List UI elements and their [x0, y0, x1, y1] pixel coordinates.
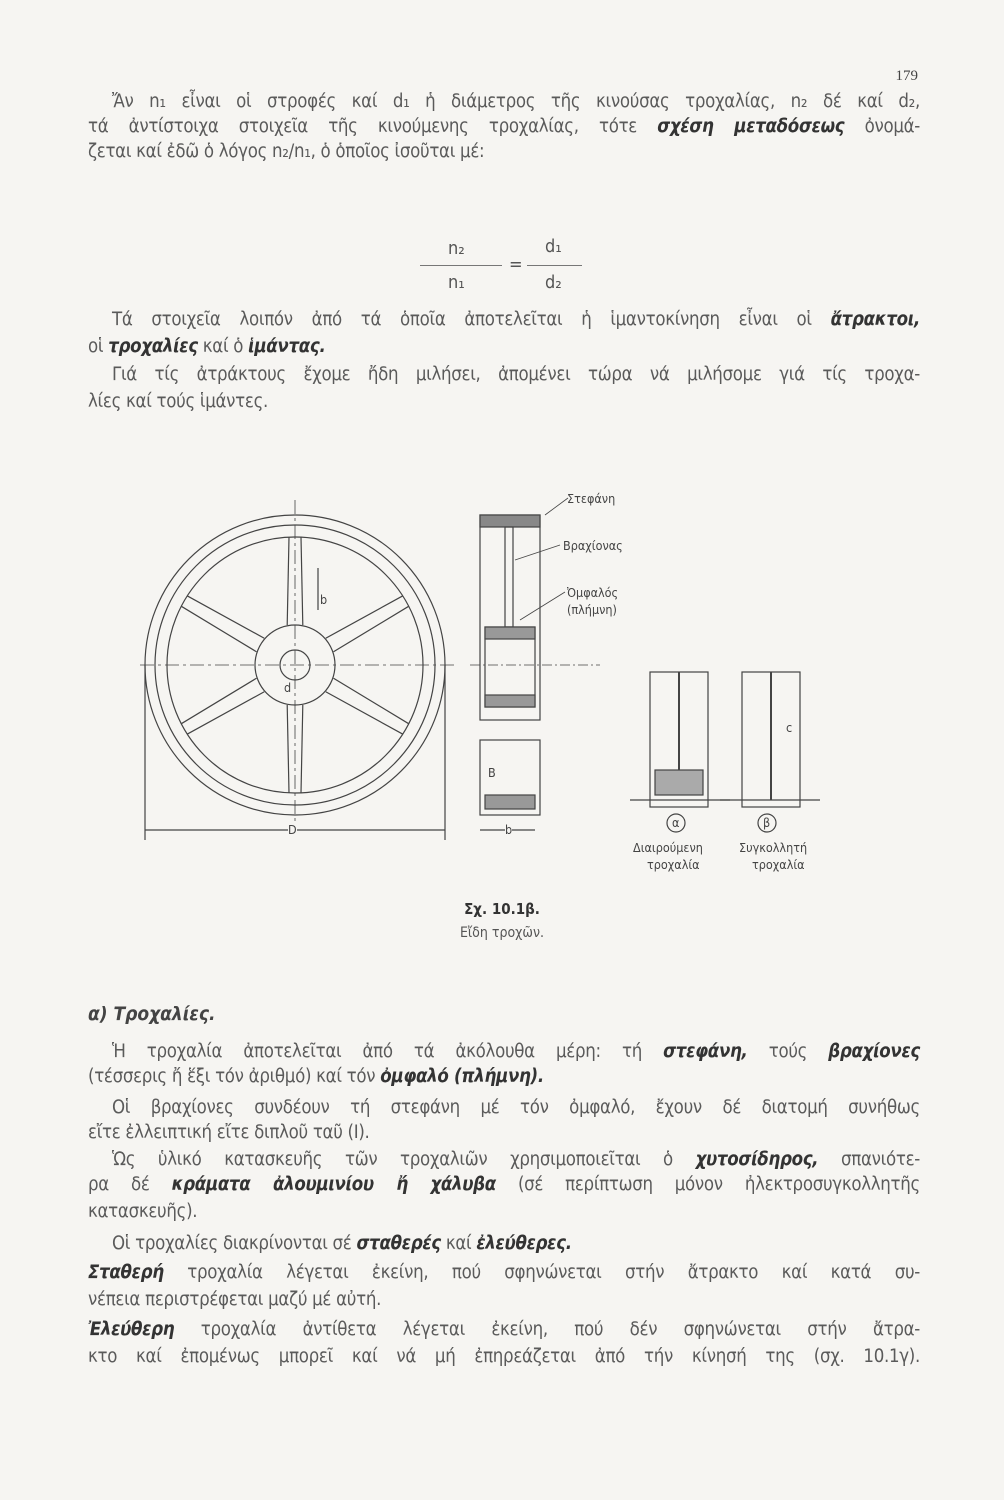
emphasized-term: Σταθερή [88, 1262, 164, 1283]
formula-d2: d₂ [545, 272, 562, 293]
emphasized-term: σταθερές [356, 1233, 441, 1254]
label-hub-alt: (πλήμνη) [567, 602, 617, 617]
text-segment: καί ὁ [197, 336, 249, 357]
text-segment: Ἄν n₁ εἶναι οἱ στροφές καί d₁ ἡ διάμετρος τῆς κινούσας τροχαλίας, n₂ δέ καί d₂, [112, 91, 920, 112]
label-B: B [488, 765, 496, 780]
label-spoke: Βραχίονας [563, 538, 623, 553]
label-c: c [786, 720, 793, 735]
label-rim: Στεφάνη [567, 491, 616, 506]
text-segment: σπανιότε- [818, 1149, 920, 1170]
formula-n2: n₂ [448, 238, 465, 259]
figure-caption: Σχ. 10.1β. [464, 900, 540, 918]
text-line [88, 1318, 920, 1342]
text-segment: ζεται καί ἐδῶ ὁ λόγος n₂/n₁, ὁ ὁποῖος ἰσοῦται μέ: [88, 141, 485, 162]
page-number: 179 [895, 68, 918, 84]
label-b-section: b [505, 822, 513, 837]
emphasized-term: σχέση μεταδόσεως [657, 116, 845, 137]
text-line [88, 1065, 920, 1089]
text-segment: τά ἀντίστοιχα στοιχεῖα τῆς κινούμενης τροχαλίας, τότε [88, 116, 658, 137]
text-segment: Οἱ βραχίονες συνδέουν τή στεφάνη μέ τόν ὀμφαλό, ἔχουν δέ διατομή συνήθως [112, 1097, 920, 1118]
label-split-1: Διαιρούμενη [633, 840, 703, 855]
label-d: d [284, 680, 292, 695]
pulley-front-view [140, 500, 455, 840]
text-segment: κτο καί ἐπομένως μπορεῖ καί νά μή ἐπηρεάζεται ἀπό τήν κίνησή της (σχ. 10.1γ). [88, 1346, 920, 1367]
emphasized-term: ἄτρακτοι, [830, 309, 920, 330]
label-alpha: α [672, 815, 680, 830]
spoke-edge [287, 537, 289, 625]
text-line [88, 1121, 920, 1145]
spoke-edge [301, 537, 303, 625]
text-line [112, 1040, 920, 1064]
label-welded-2: τροχαλία [752, 857, 805, 872]
text-segment: Ὡς ὑλικό κατασκευῆς τῶν τροχαλιῶν χρησιμοποιεῖται ὁ [112, 1149, 696, 1170]
split-pulley-section [630, 672, 730, 807]
label-split-2: τροχαλία [647, 857, 700, 872]
text-segment: κατασκευῆς). [88, 1201, 198, 1222]
spoke-edge [301, 705, 303, 793]
text-segment: Ἡ τροχαλία ἀποτελεῖται ἀπό τά ἀκόλουθα μέρη: τή [112, 1041, 664, 1062]
text-line [112, 1232, 920, 1256]
label-D: D [288, 822, 297, 837]
text-line [112, 1096, 920, 1120]
welded-pulley-section [720, 672, 820, 807]
text-line [88, 1200, 920, 1224]
text-segment: Τά στοιχεῖα λοιπόν ἀπό τά ὁποῖα ἀποτελεῖται ἡ ἱμαντοκίνηση εἶναι οἱ [112, 309, 831, 330]
text-segment: τούς [747, 1041, 829, 1062]
text-segment: Οἱ τροχαλίες διακρίνονται σέ [112, 1233, 357, 1254]
text-segment: ρα δέ [88, 1174, 172, 1195]
emphasized-term: ἐλεύθερες. [476, 1233, 572, 1254]
label-beta: β [763, 815, 771, 830]
text-segment: τροχαλία ἀντίθετα λέγεται ἐκείνη, πού δέν σφηνώνεται στήν ἄτρα- [174, 1319, 920, 1340]
label-hub: Ὀμφαλός [567, 585, 619, 600]
text-segment: ὀνομά- [844, 116, 921, 137]
text-line [88, 1345, 920, 1369]
text-segment: νέπεια περιστρέφεται μαζύ μέ αὐτή. [88, 1289, 382, 1310]
text-line [112, 1148, 920, 1172]
formula-n1: n₁ [448, 272, 465, 293]
emphasized-term: ἱμάντας. [248, 336, 326, 357]
label-welded-1: Συγκολλητή [739, 840, 808, 855]
emphasized-term: στεφάνη, [663, 1041, 748, 1062]
figure-subcaption: Εἴδη τροχῶν. [459, 925, 545, 941]
text-segment: λίες καί τούς ἱμάντες. [88, 391, 269, 412]
text-segment: (σέ περίπτωση μόνον ἠλεκτροσυγκολλητῆς [495, 1174, 920, 1195]
emphasized-term: τροχαλίες [108, 336, 198, 357]
formula-equals: = [509, 254, 523, 275]
text-segment: τροχαλία λέγεται ἐκείνη, πού σφηνώνεται στήν ἄτρακτο καί κατά συ- [163, 1262, 920, 1283]
text-line [88, 1261, 920, 1285]
emphasized-term: χυτοσίδηρος, [695, 1149, 819, 1170]
section-heading: α) Τροχαλίες. [88, 1003, 216, 1025]
text-segment: καί [440, 1233, 477, 1254]
emphasized-term: κράματα ἀλουμινίου ἤ χάλυβα [171, 1174, 496, 1195]
pulley-section-view [470, 515, 600, 830]
formula-d1: d₁ [545, 236, 562, 257]
spoke-edge [287, 705, 289, 793]
text-segment: Γιά τίς ἀτράκτους ἔχομε ἤδη μιλήσει, ἀπομένει τώρα νά μιλήσομε γιά τίς τροχα- [112, 364, 920, 385]
text-line [88, 1288, 920, 1312]
emphasized-term: Ἐλεύθερη [88, 1319, 175, 1340]
emphasized-term: ὀμφαλό (πλήμνη). [380, 1066, 544, 1087]
text-segment: εἴτε ἐλλειπτική εἴτε διπλοῦ ταῦ (I). [88, 1122, 370, 1143]
text-segment: οἱ [88, 336, 109, 357]
emphasized-term: βραχίονες [828, 1041, 920, 1062]
text-segment: (τέσσερις ἤ ἕξι τόν ἀριθμό) καί τόν [88, 1066, 381, 1087]
label-b-front: b [320, 592, 328, 607]
text-line [88, 1173, 920, 1197]
